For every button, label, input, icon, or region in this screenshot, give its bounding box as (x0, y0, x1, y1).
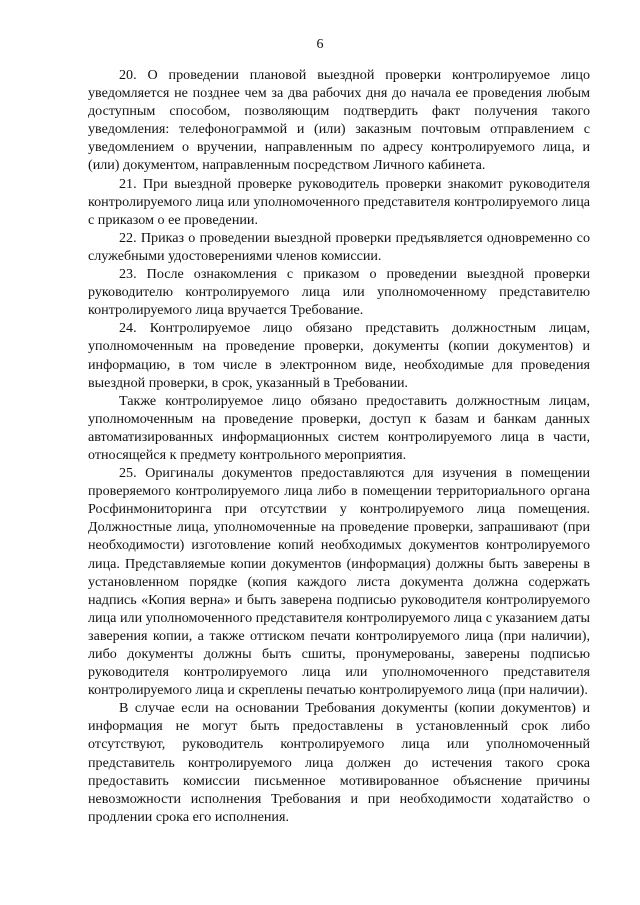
paragraph-20: 20. О проведении плановой выездной проверки контролируемое лицо уведомляется не позднее чем за два рабочих дня до начала ее проведения любым доступным способом, позволяющим подтвердить факт получения такого уведомления: телефонограммой и (или) заказным почтовым отправлением с уведомлением о вручении, направленным по адресу контролируемого лица, и (или) документом, направленным посредством Личного кабинета. (88, 67, 590, 174)
paragraph-24-continued: Также контролируемое лицо обязано предоставить должностным лицам, уполномоченным на проведение проверки, доступ к базам и банкам данных автоматизированных информационных систем контролируемого лица в части, относящейся к предмету контрольного мероприятия. (88, 392, 590, 463)
document-body (88, 66, 590, 826)
paragraph-24: 24. Контролируемое лицо обязано представить должностным лицам, уполномоченным на проведение проверки, документы (копии документов) и информацию, в том числе в электронном виде, необходимые для проведения выездной проверки, в срок, указанный в Требовании. (88, 320, 590, 391)
page-number: 6 (316, 37, 324, 52)
paragraph-21: 21. При выездной проверке руководитель проверки знакомит руководителя контролируемого лица или уполномоченного представителя контролируемого лица с приказом о ее проведении. (88, 175, 590, 228)
paragraph-25: 25. Оригиналы документов предоставляются для изучения в помещении проверяемого контролируемого лица либо в помещении территориального органа Росфинмониторинга при отсутствии у контролируемого лица помещения. Должностные лица, уполномоченные на проведение проверки, запрашивают (при необходимости) изготовление копий необходимых документов контролируемого лица. Представляемые копии документов (информация) должны быть заверены в установленном порядке (копия каждого листа документа должна содержать надпись «Копия верна» и быть заверена подписью руководителя контролируемого лица или уполномоченного представителя контролируемого лица с указанием даты заверения копии, а также оттиском печати контролируемого лица (при наличии), либо документы должны быть сшиты, пронумерованы, заверены подписью руководителя контролируемого лица или уполномоченного представителя контролируемого лица и скреплены печатью контролируемого лица (при наличии). (88, 465, 590, 699)
paragraph-25-continued: В случае если на основании Требования документы (копии документов) и информация не могут быть предоставлены в установленный срок либо отсутствуют, руководитель контролируемого лица или уполномоченный представитель контролируемого лица должен до истечения такого срока предоставить комиссии письменное мотивированное объяснение причины невозможности исполнения Требования и при необходимости ходатайство о продлении срока его исполнения. (88, 700, 590, 825)
paragraph-23: 23. После ознакомления с приказом о проведении выездной проверки руководителю контролируемого лица или уполномоченному представителю контролируемого лица вручается Требование. (88, 266, 590, 319)
paragraph-22: 22. Приказ о проведении выездной проверки предъявляется одновременно со служебными удостоверениями членов комиссии. (88, 229, 590, 264)
